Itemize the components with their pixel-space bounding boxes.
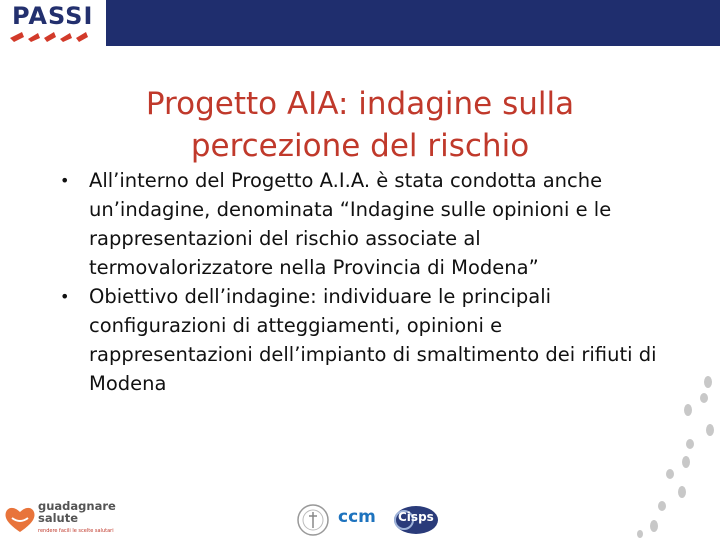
bullet-dot-icon: • xyxy=(60,171,70,190)
heart-icon xyxy=(4,504,36,534)
slide-title-line-2: percezione del rischio xyxy=(190,127,530,164)
slide-title-line-1: Progetto AIA: indagine sulla xyxy=(145,85,575,122)
ccm-logo: ccm xyxy=(338,507,376,527)
slide-title xyxy=(60,83,660,167)
bullet-list xyxy=(54,166,664,398)
passi-logo xyxy=(0,0,104,46)
gs-line-1: guadagnare xyxy=(38,499,116,513)
bullet-item xyxy=(54,282,664,398)
cisps-logo-text: Cisps xyxy=(398,510,434,524)
bullet-item xyxy=(54,166,664,282)
bullet-text: Obiettivo dell’indagine: individuare le principali configurazioni di atteggiamenti, opinioni e rappresentazioni dell’impianto di smaltimento dei rifiuti di Modena xyxy=(89,285,657,395)
bullet-text: All’interno del Progetto A.I.A. è stata condotta anche un’indagine, denominata “Indagine sulle opinioni e le rappresentazioni del rischio associate al termovalorizzatore nella Provincia di Modena” xyxy=(89,169,612,279)
header-bar xyxy=(106,0,720,46)
gs-logo-text xyxy=(38,500,116,524)
bullet-dot-icon: • xyxy=(60,287,70,306)
gs-tagline: rendere facili le scelte salutari xyxy=(38,528,114,534)
guadagnare-salute-logo xyxy=(4,500,134,538)
passi-logo-text: PASSI xyxy=(12,2,94,30)
partner-logos xyxy=(296,500,446,540)
footprints-trail-icon xyxy=(630,370,720,540)
ministry-seal-icon xyxy=(296,503,330,537)
footprints-logo-icon xyxy=(8,28,100,44)
gs-line-2: salute xyxy=(38,511,79,525)
